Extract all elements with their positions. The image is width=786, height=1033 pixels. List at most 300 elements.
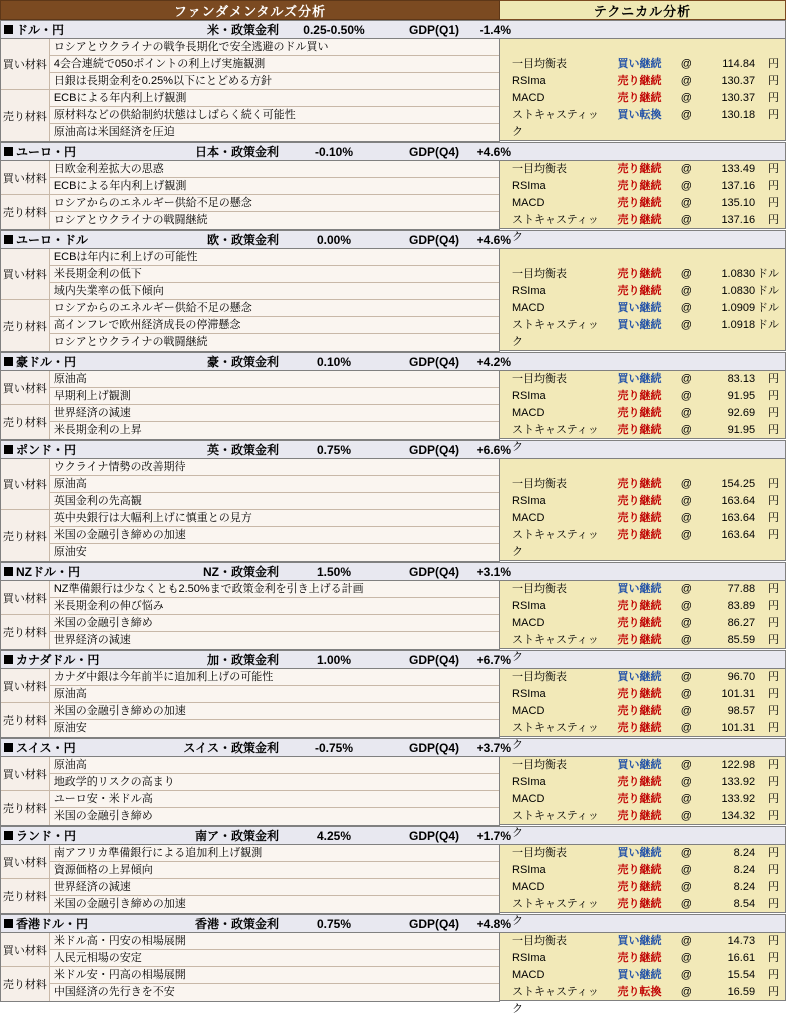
technical-cell [500,371,786,453]
technical-row [500,808,785,839]
technical-row [500,73,785,90]
technical-price: 1.0909 [721,301,756,314]
sell-factor-item: 米国の金融引き締め [49,808,499,825]
technical-price: 96.70 [727,670,756,683]
at-symbol: @ [680,74,692,87]
technical-signal: 売り継続 [617,511,662,524]
factor-list [49,845,499,913]
sell-factor-item: ロシアとウクライナの戦闘継続 [49,212,499,229]
pair-title-row[interactable] [0,142,786,161]
buy-factor-item: 米ドル高・円安の相場展開 [49,933,499,950]
pair-name [1,441,119,458]
bullet-square-icon [4,235,13,244]
pair-title-row[interactable] [0,230,786,249]
technical-signal: 売り継続 [617,951,662,964]
technical-cell [500,669,786,751]
buy-factor-item: カナダ中銀は今年前半に追加利上げの可能性 [49,669,499,686]
bullet-square-icon [4,831,13,840]
technical-indicator: RSIma [512,951,546,964]
technical-row [500,862,785,879]
pair-title-row[interactable] [0,440,786,459]
technical-unit: 円 [768,91,779,104]
technical-cell [500,161,786,243]
technical-unit: 円 [768,423,779,436]
buy-factor-item: 米長期金利の低下 [49,266,499,283]
pair-name-label: ユーロ・円 [16,145,77,159]
policy-rate-value: 0.10% [316,354,352,369]
technical-unit: 円 [768,372,779,385]
technical-row [500,791,785,808]
technical-cell [500,581,786,663]
technical-indicator: 一目均衡表 [512,162,567,175]
technical-price: 1.0918 [721,318,756,331]
bullet-square-icon [4,743,13,752]
technical-signal: 売り継続 [617,74,662,87]
technical-row [500,879,785,896]
technical-indicator: ストキャスティック [512,721,599,751]
sell-factor-item: ロシアとウクライナの戦闘継続 [49,334,499,351]
technical-signal: 売り継続 [617,863,662,876]
fundamentals-cell [0,459,500,562]
policy-rate-label: 香港・政策金利 [194,917,279,931]
buy-factor-item: 日欧金利差拡大の思惑 [49,161,499,178]
at-symbol: @ [680,213,692,226]
pair-name-label: NZドル・円 [16,565,80,579]
policy-rate-label: 欧・政策金利 [206,233,279,247]
technical-indicator: RSIma [512,599,546,612]
pair-name-label: ユーロ・ドル [16,233,89,247]
technical-price: 14.73 [727,934,756,947]
technical-row [500,90,785,107]
pair-title-row[interactable] [0,562,786,581]
pair-body [0,933,786,1015]
technical-signal: 買い継続 [617,758,662,771]
pair-block [0,20,786,142]
technical-signal: 買い転換 [617,108,662,121]
sell-factor-item: 英中央銀行は大幅利上げに慎重との見方 [49,510,499,527]
policy-rate-label: 日本・政策金利 [194,145,279,159]
technical-unit: 円 [768,196,779,209]
technical-indicator: MACD [512,616,545,629]
technical-indicator: RSIma [512,74,546,87]
at-symbol: @ [680,108,692,121]
sell-factor-item: 高インフレで欧州経済成長の停滞懸念 [49,317,499,334]
at-symbol: @ [680,284,692,297]
gdp-label: GDP(Q4) [408,828,459,843]
technical-price: 130.18 [721,108,756,121]
buy-factor-item: NZ準備銀行は少なくとも2.50%まで政策金利を引き上げる計画 [49,581,499,598]
technical-price: 1.0830 [721,267,756,280]
factor-list [49,581,499,649]
at-symbol: @ [680,880,692,893]
pair-title-row[interactable] [0,738,786,757]
technical-unit: ドル [757,318,779,331]
gdp-value: +6.6% [476,442,511,457]
pair-block [0,440,786,562]
sell-factor-item: ユーロ安・米ドル高 [49,791,499,808]
pair-name [1,231,119,248]
buy-factor-item: ロシアとウクライナの戦争長期化で安全逃避のドル買い [49,39,499,56]
at-symbol: @ [680,863,692,876]
technical-cell [500,459,786,561]
technical-indicator: RSIma [512,284,546,297]
pair-body [0,249,786,352]
at-symbol: @ [680,57,692,70]
bullet-square-icon [4,147,13,156]
technical-price: 1.0830 [721,284,756,297]
technical-indicator: ストキャスティック [512,213,599,243]
technical-indicator: RSIma [512,863,546,876]
technical-signal: 売り継続 [617,633,662,646]
at-symbol: @ [680,179,692,192]
buy-factor-item: 域内失業率の低下傾向 [49,283,499,300]
sell-factor-item: 原油高は米国経済を圧迫 [49,124,499,141]
pair-title-row[interactable] [0,20,786,39]
fundamentals-cell [0,161,500,230]
gdp-label: GDP(Q4) [408,354,459,369]
buy-factor-item: ECBは年内に利上げの可能性 [49,249,499,266]
technical-indicator: 一目均衡表 [512,846,567,859]
sell-factor-item: 米国の金融引き締めの加速 [49,527,499,544]
sell-factor-item: 原油安 [49,544,499,561]
sell-factors-label: 売り材料 [1,791,49,825]
technical-row [500,178,785,195]
side-labels [1,459,49,561]
buy-factor-item: ECBによる年内利上げ観測 [49,178,499,195]
policy-rate-label: NZ・政策金利 [203,565,279,579]
technical-price: 133.49 [721,162,756,175]
side-labels [1,669,49,737]
technical-indicator: MACD [512,301,545,314]
technical-indicator: 一目均衡表 [512,267,567,280]
fundamentals-header: ファンダメンタルズ分析 [0,0,500,20]
buy-factors-label: 買い材料 [1,371,49,405]
buy-factors-label: 買い材料 [1,669,49,703]
policy-rate-label: 加・政策金利 [206,653,279,667]
buy-factor-item: ウクライナ情勢の改善期待 [49,459,499,476]
technical-signal: 売り継続 [617,721,662,734]
at-symbol: @ [680,758,692,771]
gdp-value: +4.2% [476,354,511,369]
technical-row [500,757,785,774]
sell-factor-item: 米国の金融引き締めの加速 [49,703,499,720]
gdp-label: GDP(Q4) [408,232,459,247]
buy-factor-item: 南アフリカ準備銀行による追加利上げ観測 [49,845,499,862]
technical-indicator: RSIma [512,179,546,192]
sell-factors-label: 売り材料 [1,405,49,439]
gdp-value: +4.8% [476,916,511,931]
technical-unit: 円 [768,494,779,507]
sell-factor-item: 世界経済の減速 [49,405,499,422]
technical-unit: ドル [757,267,779,280]
fundamentals-cell [0,581,500,650]
factor-list [49,249,499,351]
pair-name [1,353,119,370]
technical-indicator: MACD [512,196,545,209]
technical-signal: 売り継続 [617,704,662,717]
sell-factor-item: 米国の金融引き締めの加速 [49,896,499,913]
buy-factors-label: 買い材料 [1,39,49,90]
technical-unit: 円 [768,582,779,595]
technical-signal: 買い継続 [617,670,662,683]
technical-signal: 売り継続 [617,284,662,297]
side-labels [1,933,49,1001]
technical-unit: 円 [768,704,779,717]
technical-row [500,615,785,632]
at-symbol: @ [680,318,692,331]
technical-row [500,195,785,212]
technical-row [500,686,785,703]
technical-price: 8.24 [733,846,756,859]
technical-unit: 円 [768,616,779,629]
technical-signal: 買い継続 [617,582,662,595]
technical-indicator: MACD [512,91,545,104]
at-symbol: @ [680,267,692,280]
policy-rate-value: 0.00% [316,232,352,247]
technical-row [500,371,785,388]
gdp-label: GDP(Q4) [408,652,459,667]
technical-indicator: MACD [512,704,545,717]
gdp-value: +3.1% [476,564,511,579]
technical-signal: 売り継続 [617,406,662,419]
at-symbol: @ [680,934,692,947]
technical-unit: 円 [768,477,779,490]
sell-factors-label: 売り材料 [1,967,49,1001]
technical-unit: 円 [768,57,779,70]
pair-name-label: ドル・円 [16,23,65,37]
side-labels [1,249,49,351]
technical-price: 8.54 [733,897,756,910]
technical-row [500,632,785,663]
technical-indicator: MACD [512,511,545,524]
technical-price: 133.92 [721,775,756,788]
technical-unit: 円 [768,511,779,524]
technical-unit: ドル [757,301,779,314]
at-symbol: @ [680,162,692,175]
buy-factors-label: 買い材料 [1,757,49,791]
pair-name-label: ポンド・円 [16,443,77,457]
technical-indicator: 一目均衡表 [512,477,567,490]
at-symbol: @ [680,582,692,595]
pair-body [0,39,786,142]
sell-factor-item: ロシアからのエネルギー供給不足の懸念 [49,195,499,212]
technical-row [500,388,785,405]
sell-factors-label: 売り材料 [1,300,49,351]
technical-signal: 売り継続 [617,267,662,280]
technical-signal: 売り継続 [617,477,662,490]
technical-row [500,422,785,453]
technical-signal: 売り継続 [617,616,662,629]
at-symbol: @ [680,477,692,490]
technical-row [500,527,785,558]
pair-name-label: 豪ドル・円 [16,355,77,369]
technical-row [500,984,785,1015]
technical-indicator: ストキャスティック [512,897,599,927]
technical-unit: 円 [768,162,779,175]
at-symbol: @ [680,809,692,822]
technical-cell [500,757,786,839]
technical-signal: 買い継続 [617,57,662,70]
technical-price: 16.59 [727,985,756,998]
pair-block [0,914,786,1015]
technical-indicator: 一目均衡表 [512,57,567,70]
buy-factors-label: 買い材料 [1,161,49,195]
sell-factor-item: 米国の金融引き締め [49,615,499,632]
technical-unit: 円 [768,389,779,402]
fundamentals-cell [0,845,500,914]
technical-signal: 売り継続 [617,213,662,226]
gdp-value: +3.7% [476,740,511,755]
technical-unit: 円 [768,863,779,876]
technical-price: 101.31 [721,687,756,700]
technical-indicator: RSIma [512,687,546,700]
technical-signal: 売り継続 [617,599,662,612]
policy-rate-label: 豪・政策金利 [206,355,279,369]
policy-rate-value: 0.75% [316,442,352,457]
technical-row [500,510,785,527]
factor-list [49,39,499,141]
pair-title-row[interactable] [0,650,786,669]
at-symbol: @ [680,792,692,805]
sell-factor-item: 中国経済の先行きを不安 [49,984,499,1001]
technical-unit: 円 [768,633,779,646]
at-symbol: @ [680,670,692,683]
side-labels [1,581,49,649]
technical-signal: 売り継続 [617,91,662,104]
buy-factor-item: 地政学的リスクの高まり [49,774,499,791]
gdp-label: GDP(Q4) [408,916,459,931]
technical-price: 85.59 [727,633,756,646]
technical-indicator: 一目均衡表 [512,582,567,595]
technical-price: 137.16 [721,179,756,192]
fundamentals-cell [0,757,500,826]
table-header [0,0,786,20]
bullet-square-icon [4,25,13,34]
technical-signal: 売り継続 [617,494,662,507]
technical-price: 135.10 [721,196,756,209]
at-symbol: @ [680,301,692,314]
at-symbol: @ [680,599,692,612]
gdp-label: GDP(Q4) [408,144,459,159]
technical-indicator: 一目均衡表 [512,758,567,771]
technical-row [500,107,785,138]
bullet-square-icon [4,567,13,576]
at-symbol: @ [680,951,692,964]
at-symbol: @ [680,494,692,507]
at-symbol: @ [680,372,692,385]
gdp-label: GDP(Q1) [408,22,459,37]
at-symbol: @ [680,846,692,859]
technical-price: 133.92 [721,792,756,805]
technical-indicator: RSIma [512,389,546,402]
at-symbol: @ [680,91,692,104]
technical-price: 8.24 [733,880,756,893]
buy-factor-item: 4会合連続で050ポイントの利上げ実施観測 [49,56,499,73]
technical-unit: 円 [768,934,779,947]
technical-row [500,933,785,950]
technical-indicator: MACD [512,880,545,893]
technical-signal: 買い継続 [617,301,662,314]
at-symbol: @ [680,985,692,998]
gdp-value: +4.6% [476,144,511,159]
policy-rate-value: -0.10% [314,144,354,159]
technical-indicator: ストキャスティック [512,318,599,348]
technical-unit: 円 [768,809,779,822]
technical-indicator: RSIma [512,494,546,507]
fundamentals-cell [0,249,500,352]
technical-unit: 円 [768,792,779,805]
technical-row [500,720,785,751]
buy-factor-item: 原油高 [49,686,499,703]
technical-cell [500,845,786,927]
technical-signal: 売り継続 [617,809,662,822]
sell-factor-item: 米長期金利の上昇 [49,422,499,439]
technical-signal: 売り継続 [617,528,662,541]
fundamentals-cell [0,933,500,1002]
policy-rate-label: 米・政策金利 [206,23,279,37]
factor-list [49,371,499,439]
technical-price: 163.64 [721,528,756,541]
bullet-square-icon [4,919,13,928]
buy-factor-item: 原油高 [49,757,499,774]
policy-rate-label: 英・政策金利 [206,443,279,457]
technical-signal: 売り継続 [617,775,662,788]
pair-title-row[interactable] [0,352,786,371]
technical-signal: 売り継続 [617,196,662,209]
technical-unit: 円 [768,758,779,771]
technical-price: 91.95 [727,423,756,436]
pair-title-row[interactable] [0,914,786,933]
policy-rate-value: -0.75% [314,740,354,755]
technical-row [500,405,785,422]
technical-signal: 売り継続 [617,423,662,436]
at-symbol: @ [680,196,692,209]
technical-price: 163.64 [721,511,756,524]
technical-unit: 円 [768,687,779,700]
technical-row [500,212,785,243]
technical-price: 86.27 [727,616,756,629]
technical-unit: 円 [768,897,779,910]
technical-price: 163.64 [721,494,756,507]
technical-row [500,896,785,927]
at-symbol: @ [680,775,692,788]
technical-signal: 売り継続 [617,687,662,700]
technical-row [500,598,785,615]
technical-unit: ドル [757,284,779,297]
technical-unit: 円 [768,213,779,226]
technical-signal: 売り継続 [617,792,662,805]
technical-price: 83.89 [727,599,756,612]
pair-title-row[interactable] [0,826,786,845]
technical-row [500,493,785,510]
factor-list [49,161,499,229]
pair-name [1,827,119,844]
policy-rate-value: 0.75% [316,916,352,931]
factor-list [49,933,499,1001]
policy-rate-value: 0.25-0.50% [303,22,365,37]
technical-unit: 円 [768,74,779,87]
pair-body [0,459,786,562]
technical-unit: 円 [768,108,779,121]
technical-indicator: ストキャスティック [512,423,599,453]
side-labels [1,39,49,141]
gdp-value: +4.6% [476,232,511,247]
sell-factors-label: 売り材料 [1,703,49,737]
sell-factors-label: 売り材料 [1,615,49,649]
technical-unit: 円 [768,968,779,981]
technical-unit: 円 [768,985,779,998]
technical-signal: 売り継続 [617,179,662,192]
